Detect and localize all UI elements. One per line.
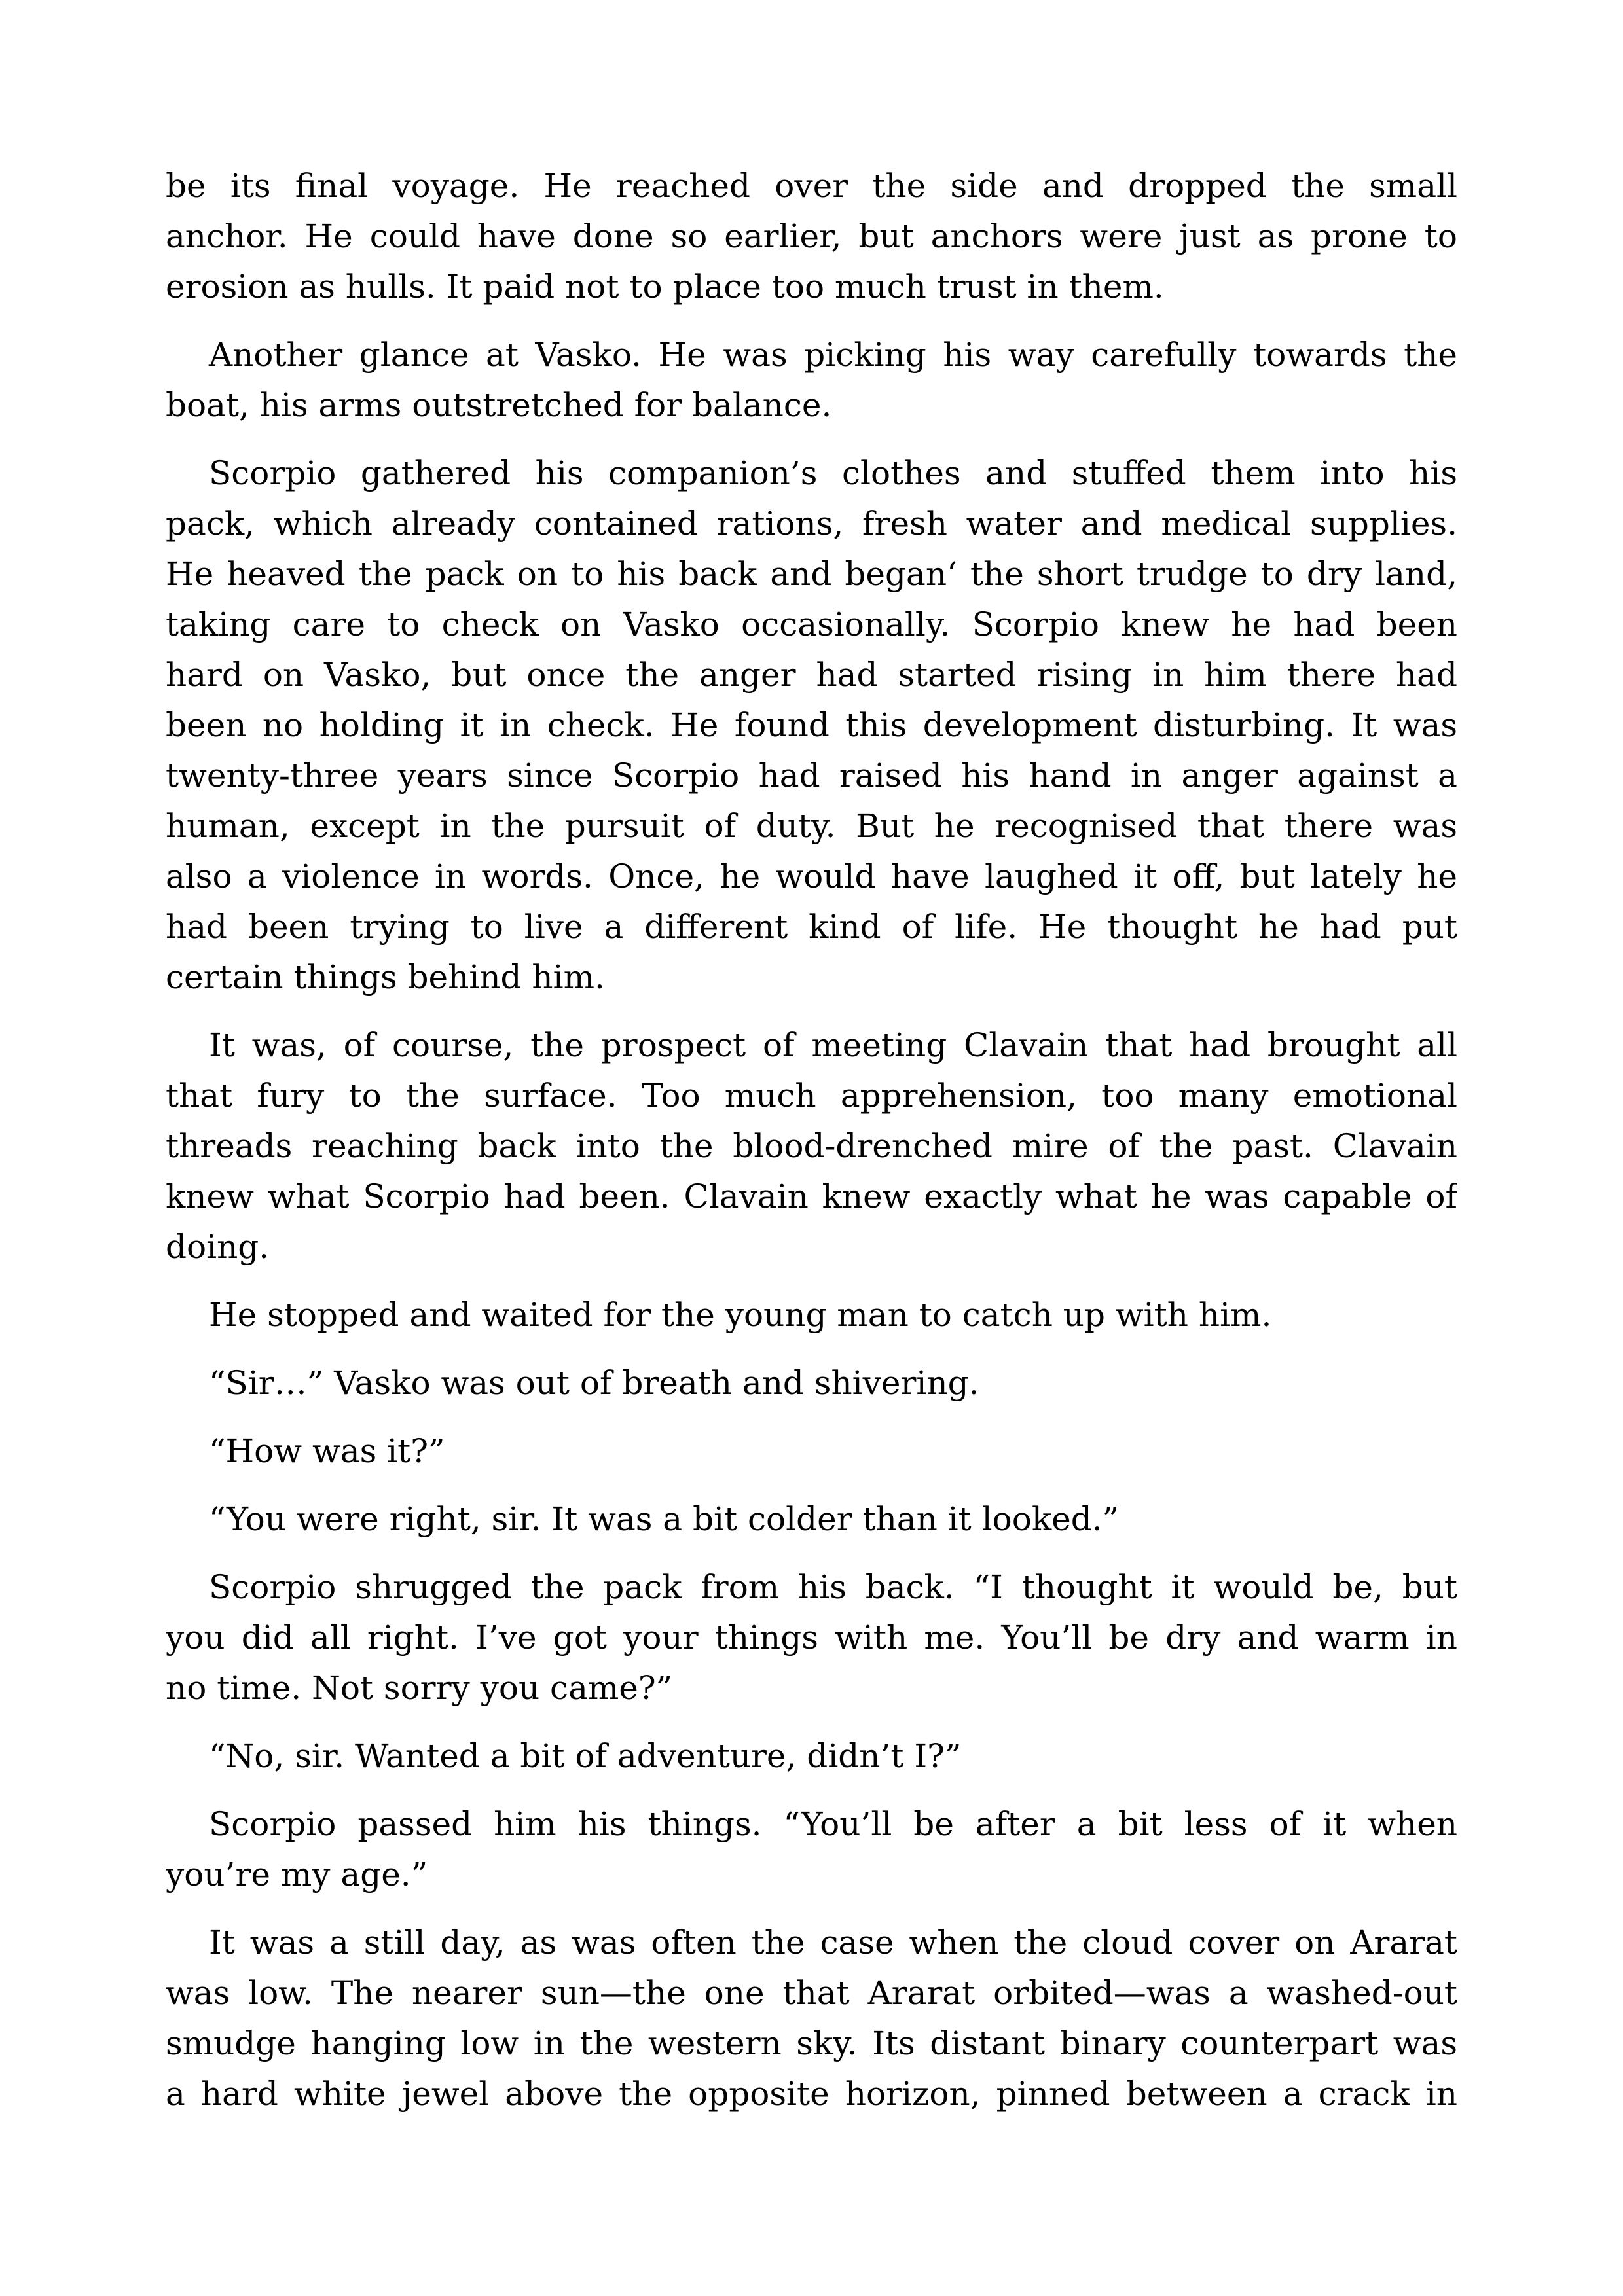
text-line: doing. — [166, 1228, 270, 1266]
text-line: He stopped and waited for the young man to catch up with him. — [209, 1296, 1272, 1334]
text-line: pack, which already contained rations, fresh water and medical supplies. — [166, 505, 1457, 543]
text-line: Scorpio shrugged the pack from his back. “I thought it would be, but — [209, 1568, 1457, 1606]
text-line: Scorpio passed him his things. “You’ll be after a bit less of it when — [209, 1805, 1457, 1843]
paragraph — [166, 1494, 1457, 1545]
text-line: knew what Scorpio had been. Clavain knew exactly what he was capable of — [166, 1177, 1457, 1215]
text-line: a hard white jewel above the opposite horizon, pinned between a crack in — [166, 2075, 1457, 2113]
paragraph — [166, 1020, 1457, 1272]
text-line: It was a still day, as was often the case when the cloud cover on Ararat — [209, 1924, 1457, 1962]
paragraph — [166, 1426, 1457, 1477]
text-line: erosion as hulls. It paid not to place too much trust in them. — [166, 268, 1164, 306]
text-line: boat, his arms outstretched for balance. — [166, 386, 832, 424]
text-line: smudge hanging low in the western sky. Its distant binary counterpart was — [166, 2024, 1457, 2062]
paragraph — [166, 1562, 1457, 1713]
text-line: threads reaching back into the blood-drenched mire of the past. Clavain — [166, 1127, 1457, 1165]
text-line: Another glance at Vasko. He was picking his way carefully towards the — [209, 336, 1457, 374]
text-line: anchor. He could have done so earlier, but anchors were just as prone to — [166, 217, 1457, 255]
paragraph — [166, 448, 1457, 1003]
text-line: you’re my age.” — [166, 1856, 428, 1893]
text-line: that fury to the surface. Too much apprehension, too many emotional — [166, 1077, 1457, 1115]
paragraph — [166, 330, 1457, 431]
text-line: “You were right, sir. It was a bit colder than it looked.” — [209, 1500, 1120, 1538]
text-line: also a violence in words. Once, he would have laughed it off, but lately he — [166, 857, 1457, 895]
paragraph — [166, 1918, 1457, 2119]
text-line: certain things behind him. — [166, 958, 605, 996]
text-line: “No, sir. Wanted a bit of adventure, didn’t I?” — [209, 1737, 962, 1775]
text-line: been no holding it in check. He found this development disturbing. It was — [166, 706, 1457, 744]
text-line: was low. The nearer sun—the one that Ararat orbited—was a washed-out — [166, 1974, 1457, 2012]
text-line: hard on Vasko, but once the anger had started rising in him there had — [166, 656, 1457, 694]
text-line: “How was it?” — [209, 1432, 445, 1470]
text-line: Scorpio gathered his companion’s clothes and stuffed them into his — [209, 454, 1457, 492]
paragraph — [166, 1731, 1457, 1782]
text-line: human, except in the pursuit of duty. But he recognised that there was — [166, 807, 1457, 845]
paragraph — [166, 1290, 1457, 1340]
text-line: He heaved the pack on to his back and began‘ the short trudge to dry land, — [166, 555, 1457, 593]
paragraph — [166, 1358, 1457, 1408]
text-line: “Sir…” Vasko was out of breath and shivering. — [209, 1364, 979, 1402]
paragraph — [166, 1799, 1457, 1900]
text-line: taking care to check on Vasko occasionally. Scorpio knew he had been — [166, 605, 1457, 643]
text-line: no time. Not sorry you came?” — [166, 1669, 673, 1707]
text-line: twenty-three years since Scorpio had raised his hand in anger against a — [166, 757, 1457, 795]
text-line: be its final voyage. He reached over the side and dropped the small — [166, 167, 1457, 205]
text-line: It was, of course, the prospect of meeting Clavain that had brought all — [209, 1026, 1457, 1064]
text-line: you did all right. I’ve got your things with me. You’ll be dry and warm in — [166, 1619, 1457, 1657]
paragraph — [166, 161, 1457, 312]
text-line: had been trying to live a different kind of life. He thought he had put — [166, 908, 1457, 946]
